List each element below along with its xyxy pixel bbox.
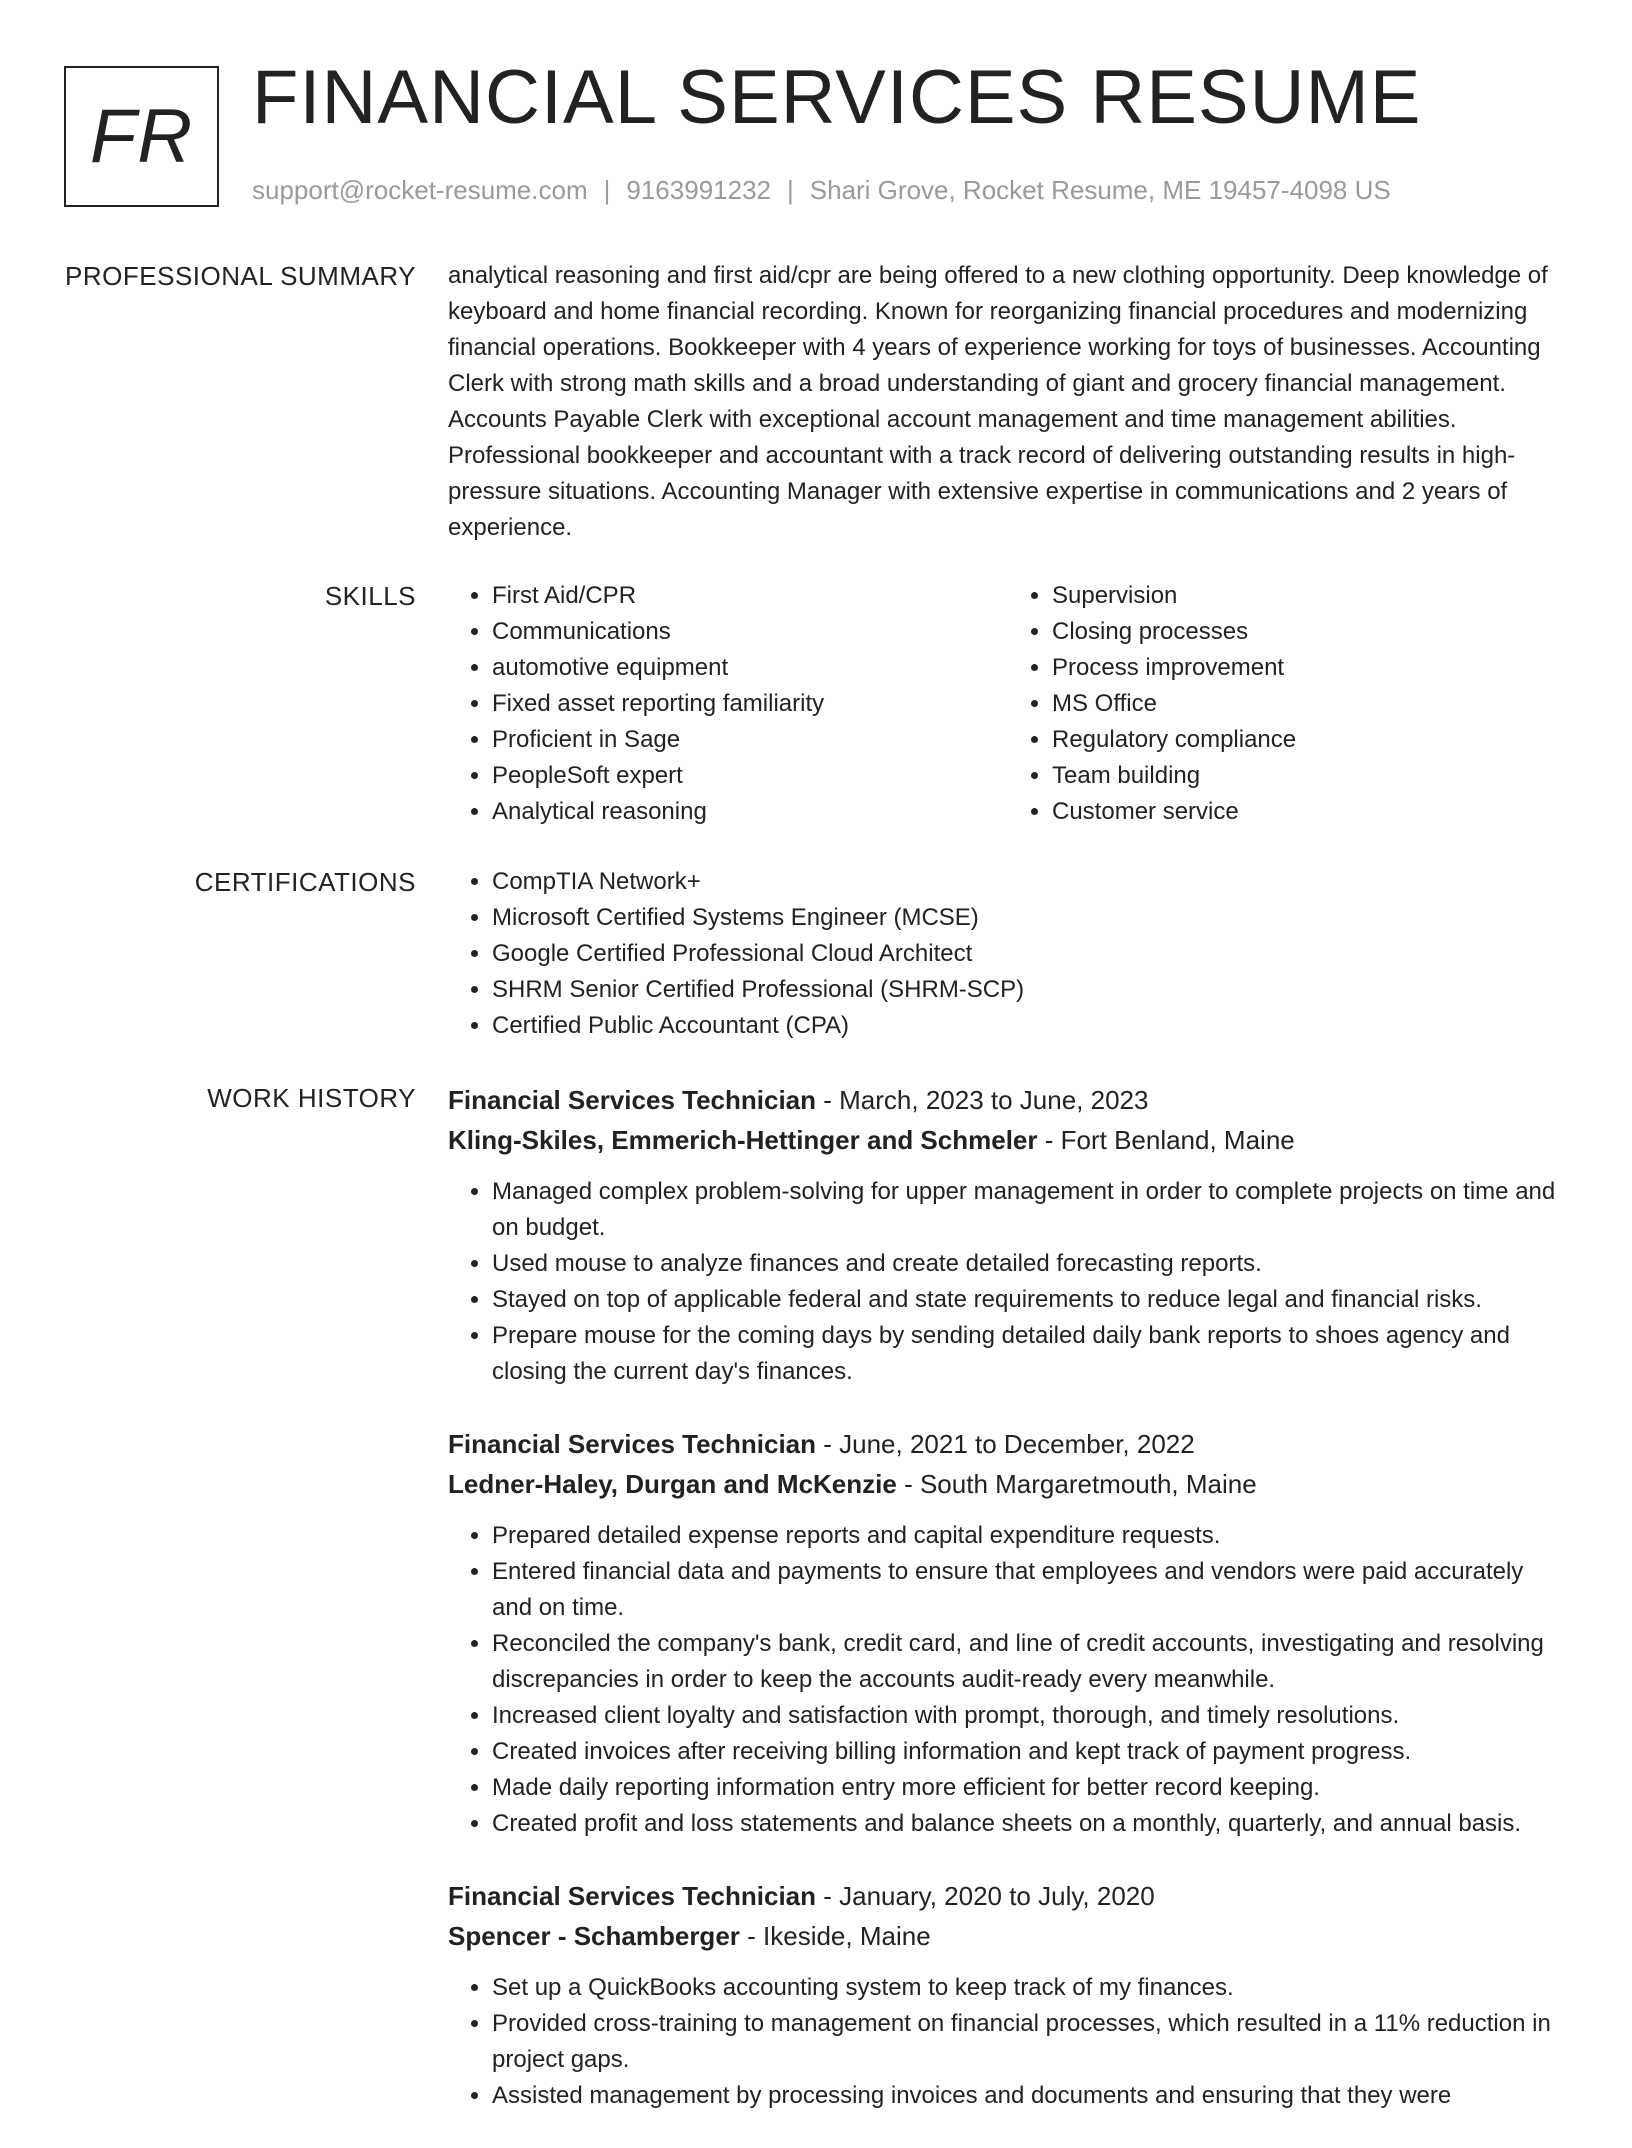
job-entry <box>448 1080 1568 1390</box>
skill-item: • PeopleSoft expert <box>492 758 1008 794</box>
job-company: Kling-Skiles, Emmerich-Hettinger and Schmeler <box>448 1125 1038 1155</box>
certification-item: • Google Certified Professional Cloud Architect <box>492 936 1568 972</box>
job-company-line <box>448 1464 1568 1504</box>
skill-item: • Communications <box>492 614 1008 650</box>
job-bullet: • Assisted management by processing invoices and documents and ensuring that they were <box>492 2078 1568 2114</box>
job-bullet-list <box>448 1174 1568 1390</box>
summary-heading: PROFESSIONAL SUMMARY <box>65 261 416 291</box>
job-bullet: • Entered financial data and payments to ensure that employees and vendors were paid accurately and on time. <box>492 1554 1568 1626</box>
job-dates: - March, 2023 to June, 2023 <box>823 1085 1149 1115</box>
job-bullet-list <box>448 1518 1568 1842</box>
job-entry <box>448 1424 1568 1842</box>
work-history-body <box>448 1080 1568 2148</box>
work-history-heading: WORK HISTORY <box>207 1083 416 1113</box>
job-bullet: • Prepared detailed expense reports and capital expenditure requests. <box>492 1518 1568 1554</box>
skill-item: • automotive equipment <box>492 650 1008 686</box>
certification-item: • CompTIA Network+ <box>492 864 1568 900</box>
job-bullet: • Used mouse to analyze finances and create detailed forecasting reports. <box>492 1246 1568 1282</box>
skills-list-right <box>1008 578 1568 830</box>
skill-item: • Analytical reasoning <box>492 794 1008 830</box>
job-bullet: • Created invoices after receiving billing information and kept track of payment progress. <box>492 1734 1568 1770</box>
skill-item: • First Aid/CPR <box>492 578 1008 614</box>
contact-address: Shari Grove, Rocket Resume, ME 19457-4098 US <box>809 175 1391 205</box>
skill-item: • Process improvement <box>1052 650 1568 686</box>
skills-list-left <box>448 578 1008 830</box>
job-title-line <box>448 1876 1568 1916</box>
certifications-body <box>448 864 1568 1044</box>
job-bullet-list <box>448 1970 1568 2114</box>
job-location: - South Margaretmouth, Maine <box>904 1469 1257 1499</box>
skill-item: • Proficient in Sage <box>492 722 1008 758</box>
job-dates: - January, 2020 to July, 2020 <box>823 1881 1155 1911</box>
skills-heading: SKILLS <box>324 581 416 611</box>
summary-text: analytical reasoning and first aid/cpr are being offered to a new clothing opportunity. Deep knowledge of keyboard and home financial recording. Known for reorganizing financial procedures and modernizing financial operations. Bookkeeper with 4 years of experience working for toys of businesses. Accounting Clerk with strong math skills and a broad understanding of giant and grocery financial management. Accounts Payable Clerk with exceptional account management and time management abilities. Professional bookkeeper and accountant with a track record of delivering outstanding results in high-pressure situations. Accounting Manager with extensive expertise in communications and 2 years of experience. <box>448 262 1548 541</box>
job-bullet: • Stayed on top of applicable federal and state requirements to reduce legal and financial risks. <box>492 1282 1568 1318</box>
job-dates: - June, 2021 to December, 2022 <box>823 1429 1195 1459</box>
certification-item: • SHRM Senior Certified Professional (SHRM-SCP) <box>492 972 1568 1008</box>
skill-item: • Regulatory compliance <box>1052 722 1568 758</box>
job-company: Ledner-Haley, Durgan and McKenzie <box>448 1469 897 1499</box>
contact-phone[interactable]: 9163991232 <box>626 175 771 205</box>
certification-item: • Microsoft Certified Systems Engineer (MCSE) <box>492 900 1568 936</box>
job-bullet: • Managed complex problem-solving for upper management in order to complete projects on time and on budget. <box>492 1174 1568 1246</box>
skill-item: • Team building <box>1052 758 1568 794</box>
job-bullet: • Increased client loyalty and satisfaction with prompt, thorough, and timely resolutions. <box>492 1698 1568 1734</box>
job-entry <box>448 1876 1568 2114</box>
contact-line <box>252 175 1391 206</box>
job-bullet: • Provided cross-training to management on financial processes, which resulted in a 11% reduction in project gaps. <box>492 2006 1568 2078</box>
job-company-line <box>448 1120 1568 1160</box>
certifications-heading: CERTIFICATIONS <box>194 867 416 897</box>
skill-item: • Supervision <box>1052 578 1568 614</box>
job-bullet: • Set up a QuickBooks accounting system to keep track of my finances. <box>492 1970 1568 2006</box>
job-company-line <box>448 1916 1568 1956</box>
job-bullet: • Made daily reporting information entry more efficient for better record keeping. <box>492 1770 1568 1806</box>
job-title: Financial Services Technician <box>448 1085 817 1115</box>
job-title-line <box>448 1424 1568 1464</box>
certifications-list <box>448 864 1568 1044</box>
summary-body <box>448 258 1568 546</box>
skills-body <box>448 578 1568 830</box>
job-bullet: • Created profit and loss statements and balance sheets on a monthly, quarterly, and annual basis. <box>492 1806 1568 1842</box>
skill-item: • MS Office <box>1052 686 1568 722</box>
job-title-line <box>448 1080 1568 1120</box>
contact-separator: | <box>603 175 611 205</box>
job-company: Spencer - Schamberger <box>448 1921 740 1951</box>
job-location: - Ikeside, Maine <box>747 1921 931 1951</box>
monogram-badge: FR <box>64 66 219 207</box>
skills-grid <box>448 578 1568 830</box>
skill-item: • Fixed asset reporting familiarity <box>492 686 1008 722</box>
job-bullet: • Reconciled the company's bank, credit card, and line of credit accounts, investigating and resolving discrepancies in order to keep the accounts audit-ready every meanwhile. <box>492 1626 1568 1698</box>
certification-item: • Certified Public Accountant (CPA) <box>492 1008 1568 1044</box>
skill-item: • Customer service <box>1052 794 1568 830</box>
skill-item: • Closing processes <box>1052 614 1568 650</box>
contact-separator: | <box>787 175 794 205</box>
job-bullet: • Prepare mouse for the coming days by sending detailed daily bank reports to shoes agency and closing the current day's finances. <box>492 1318 1568 1390</box>
job-location: - Fort Benland, Maine <box>1044 1125 1295 1155</box>
job-title: Financial Services Technician <box>448 1429 817 1459</box>
page-title: FINANCIAL SERVICES RESUME <box>252 55 1422 140</box>
contact-email[interactable]: support@rocket-resume.com <box>252 175 588 205</box>
job-title: Financial Services Technician <box>448 1881 817 1911</box>
